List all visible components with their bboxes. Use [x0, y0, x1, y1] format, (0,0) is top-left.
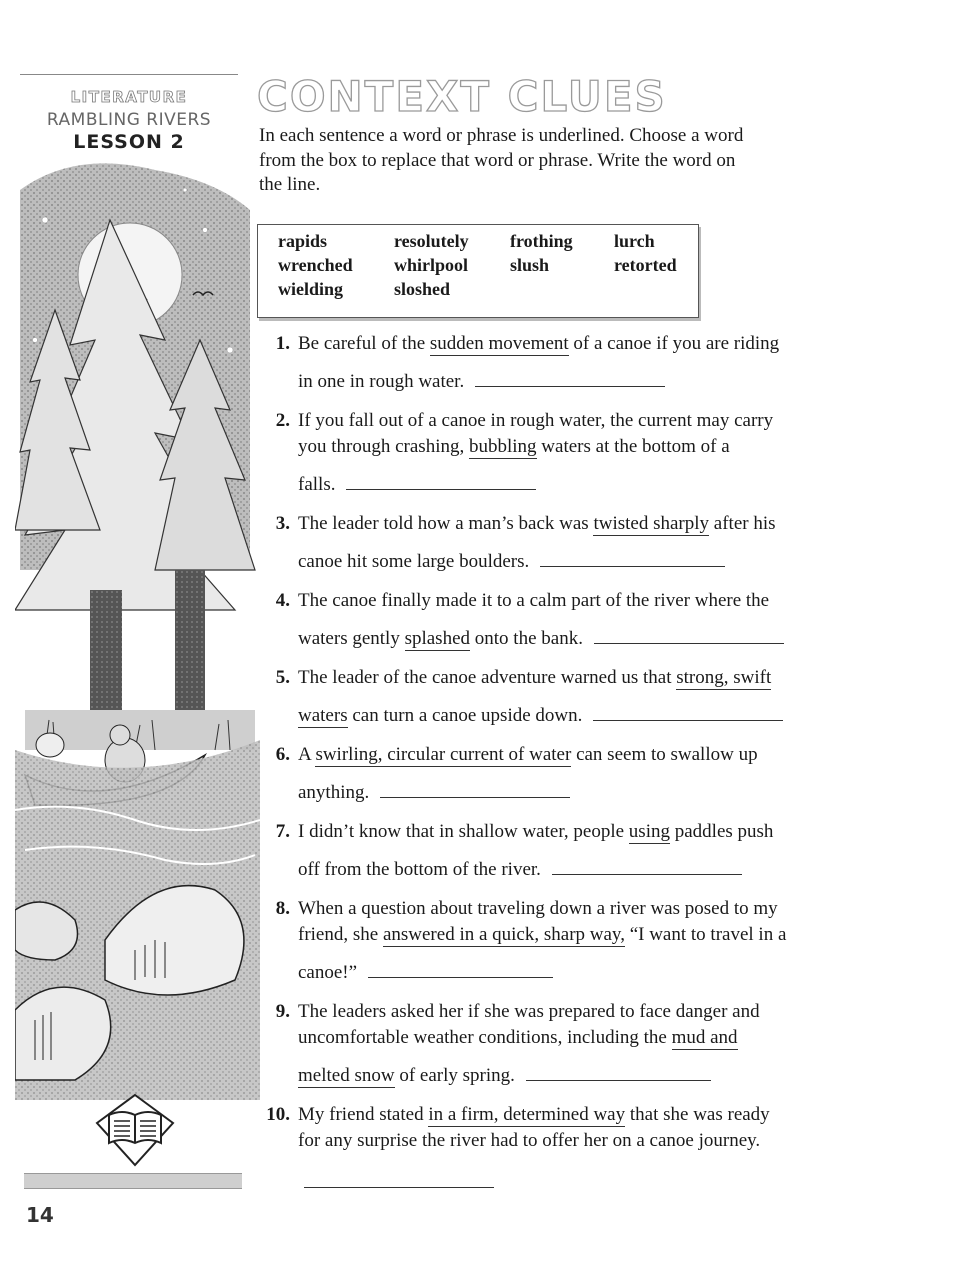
instructions-line: the line.: [259, 174, 321, 195]
question-line: canoe hit some large boulders.: [298, 551, 725, 573]
answer-blank[interactable]: [593, 719, 783, 721]
question-line: I didn’t know that in shallow water, people using paddles push: [298, 821, 774, 842]
word-bank-item: slush: [510, 255, 550, 275]
underlined-phrase: swirling, circular current of water: [315, 744, 572, 765]
underlined-phrase: melted snow: [298, 1065, 395, 1086]
answer-blank[interactable]: [346, 488, 536, 490]
question-line: anything.: [298, 782, 570, 804]
instructions-line: from the box to replace that word or phrase. Write the word on: [259, 149, 736, 171]
underlined-phrase: answered in a quick, sharp way,: [382, 924, 625, 945]
question-line: When a question about traveling down a river was posed to my: [298, 898, 778, 919]
answer-blank[interactable]: [368, 976, 553, 978]
underlined-phrase: bubbling: [468, 436, 537, 457]
underlined-phrase: splashed: [404, 628, 471, 649]
word-bank-item: resolutely: [394, 231, 469, 251]
answer-blank[interactable]: [304, 1186, 494, 1188]
question-number: 6.: [275, 744, 290, 765]
question-line: canoe!”: [298, 962, 553, 984]
question-line: uncomfortable weather conditions, including the mud and: [298, 1027, 738, 1048]
word-bank-box: [257, 224, 699, 318]
word-bank-item: whirlpool: [394, 255, 469, 275]
question-line: waters can turn a canoe upside down.: [298, 705, 783, 727]
question-number: 9.: [275, 1001, 290, 1022]
word-bank-item: retorted: [614, 255, 677, 275]
question-line: The canoe finally made it to a calm part of the river where the: [298, 590, 770, 611]
underlined-phrase: mud and: [671, 1027, 738, 1048]
answer-blank[interactable]: [552, 873, 742, 875]
underlined-phrase: strong, swift: [676, 667, 772, 688]
answer-blank[interactable]: [475, 385, 665, 387]
word-bank-item: lurch: [614, 231, 655, 251]
question-line: [298, 1172, 494, 1194]
open-book-icon: [95, 1093, 175, 1168]
question-line: The leaders asked her if she was prepared to face danger and: [298, 1001, 760, 1022]
word-bank-item: rapids: [278, 231, 328, 251]
word-bank-item: wrenched: [278, 255, 353, 275]
question-number: 10.: [266, 1104, 290, 1125]
question-line: Be careful of the sudden movement of a canoe if you are riding: [298, 333, 780, 354]
question-number: 5.: [275, 667, 290, 688]
river-canoe-illustration: [15, 150, 260, 1100]
word-bank-item: frothing: [510, 231, 573, 251]
question-line: If you fall out of a canoe in rough water, the current may carry: [298, 410, 774, 431]
sidebar-top-rule: [20, 74, 238, 75]
question-line: you through crashing, bubbling waters at the bottom of a: [298, 436, 730, 457]
word-bank-item: sloshed: [394, 279, 451, 299]
question-line: friend, she answered in a quick, sharp way, “I want to travel in a: [298, 924, 787, 945]
answer-blank[interactable]: [526, 1079, 711, 1081]
question-number: 2.: [275, 410, 290, 431]
question-line: for any surprise the river had to offer her on a canoe journey.: [298, 1130, 761, 1151]
sidebar-unit: RAMBLING RIVERS: [46, 110, 212, 130]
question-number: 8.: [275, 898, 290, 919]
question-line: The leader told how a man’s back was twisted sharply after his: [298, 513, 776, 534]
question-line: waters gently splashed onto the bank.: [298, 628, 784, 650]
answer-blank[interactable]: [594, 642, 784, 644]
question-line: falls.: [298, 474, 536, 496]
question-number: 4.: [275, 590, 290, 611]
sidebar-subject: LITERATURE: [70, 88, 188, 106]
question-line: My friend stated in a firm, determined way that she was ready: [298, 1104, 770, 1125]
question-number: 1.: [275, 333, 290, 354]
question-number: 7.: [275, 821, 290, 842]
word-bank-item: wielding: [278, 279, 344, 299]
answer-blank[interactable]: [380, 796, 570, 798]
question-line: A swirling, circular current of water can seem to swallow up: [298, 744, 758, 765]
underlined-phrase: in a firm, determined way: [428, 1104, 626, 1125]
question-line: off from the bottom of the river.: [298, 859, 742, 881]
question-line: melted snow of early spring.: [298, 1065, 711, 1087]
underlined-phrase: sudden movement: [429, 333, 569, 354]
instructions: [259, 124, 779, 198]
instructions-line: In each sentence a word or phrase is underlined. Choose a word: [259, 125, 744, 146]
answer-blank[interactable]: [540, 565, 725, 567]
question-line: in one in rough water.: [298, 371, 665, 393]
sidebar-lesson: LESSON 2: [73, 131, 185, 153]
underlined-phrase: twisted sharply: [593, 513, 710, 534]
question-number: 3.: [275, 513, 290, 534]
underlined-phrase: using: [628, 821, 670, 842]
page-title: CONTEXT CLUES: [257, 72, 667, 121]
underlined-phrase: waters: [298, 705, 348, 726]
page-number: 14: [26, 1203, 54, 1227]
question-line: The leader of the canoe adventure warned us that strong, swift: [298, 667, 772, 688]
sidebar-bottom-bar: [24, 1173, 242, 1189]
